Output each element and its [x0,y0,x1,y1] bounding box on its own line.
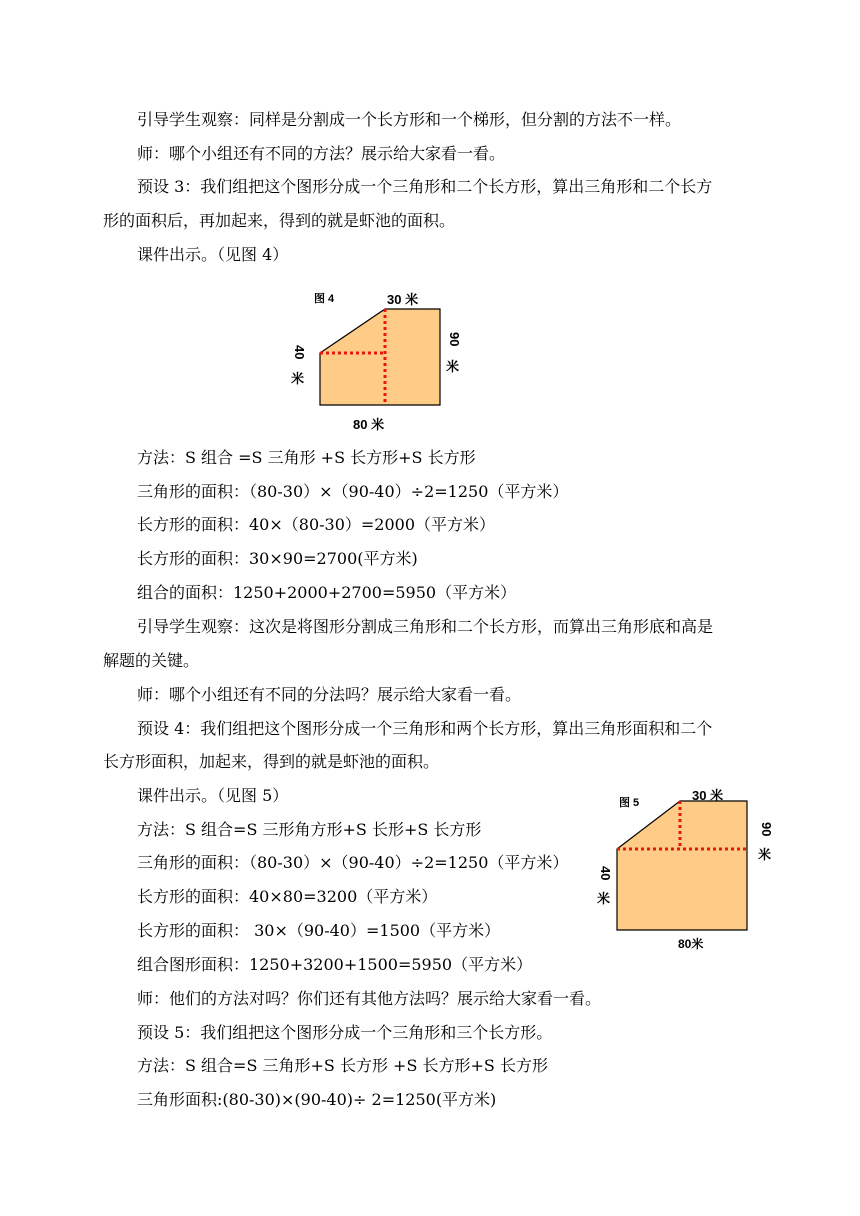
label-right-number: 90 [759,822,774,837]
figure-4 [285,285,485,435]
text-line: 形的面积后，再加起来，得到的就是虾池的面积。 [103,211,456,230]
text-line: 预设 3：我们组把这个图形分成一个三角形和二个长方形，算出三角形和二个长方 [137,177,713,196]
text-line: 方法：S 组合=S 三形角方形+S 长形+S 长方形 [137,820,482,839]
text-line: 方法：S 组合 =S 三角形 +S 长方形+S 长方形 [137,448,476,467]
label-left-number: 40 [292,345,307,360]
text-line: 方法：S 组合=S 三角形+S 长方形 +S 长方形+S 长方形 [137,1056,548,1075]
text-line: 师：他们的方法对吗？你们还有其他方法吗？展示给大家看一看。 [137,989,602,1008]
figure-caption: 图 5 [619,797,640,809]
text-line: 长方形的面积：40×（80-30）=2000（平方米） [137,515,496,534]
shape-outline [320,309,440,405]
label-top: 30 米 [387,292,419,307]
text-line: 三角形面积:(80-30)×(90-40)÷ 2=1250(平方米) [137,1090,497,1109]
label-left-unit: 米 [597,891,611,906]
label-left-number: 40 [598,866,613,881]
text-line: 师：哪个小组还有不同的分法吗？展示给大家看一看。 [137,685,522,704]
figure-caption: 图 4 [314,293,335,305]
label-top: 30 米 [692,788,724,803]
text-line: 组合图形面积：1250+3200+1500=5950（平方米） [137,955,533,974]
text-line: 长方形的面积：40×80=3200（平方米） [137,887,438,906]
text-line: 组合的面积：1250+2000+2700=5950（平方米） [137,583,517,602]
text-line: 师：哪个小组还有不同的方法？展示给大家看一看。 [137,144,506,163]
text-line: 预设 5：我们组把这个图形分成一个三角形和三个长方形。 [137,1023,553,1042]
text-line: 引导学生观察：同样是分割成一个长方形和一个梯形，但分割的方法不一样。 [137,110,682,129]
figure-5 [590,780,790,955]
label-right-unit: 米 [758,847,772,862]
text-line: 长方形的面积：30×90=2700(平方米) [137,549,418,568]
text-line: 长方形的面积： 30×（90-40）=1500（平方米） [137,921,501,940]
text-line: 解题的关键。 [103,651,200,670]
text-line: 课件出示。（见图 5） [137,786,289,805]
text-line: 引导学生观察：这次是将图形分割成三角形和二个长方形，而算出三角形底和高是 [137,617,714,636]
text-line: 预设 4：我们组把这个图形分成一个三角形和两个长方形，算出三角形面积和二个 [137,719,713,738]
text-line: 课件出示。（见图 4） [137,245,289,264]
label-bottom: 80米 [678,937,704,951]
text-line: 三角形的面积：（80-30）×（90-40）÷2=1250（平方米） [137,853,569,872]
label-bottom: 80 米 [353,417,385,432]
label-right-unit: 米 [446,359,460,374]
label-right-number: 90 [447,332,462,347]
shape-outline [617,801,747,930]
label-left-unit: 米 [291,371,305,386]
text-line: 长方形面积，加起来，得到的就是虾池的面积。 [103,752,440,771]
text-line: 三角形的面积：（80-30）×（90-40）÷2=1250（平方米） [137,482,569,501]
